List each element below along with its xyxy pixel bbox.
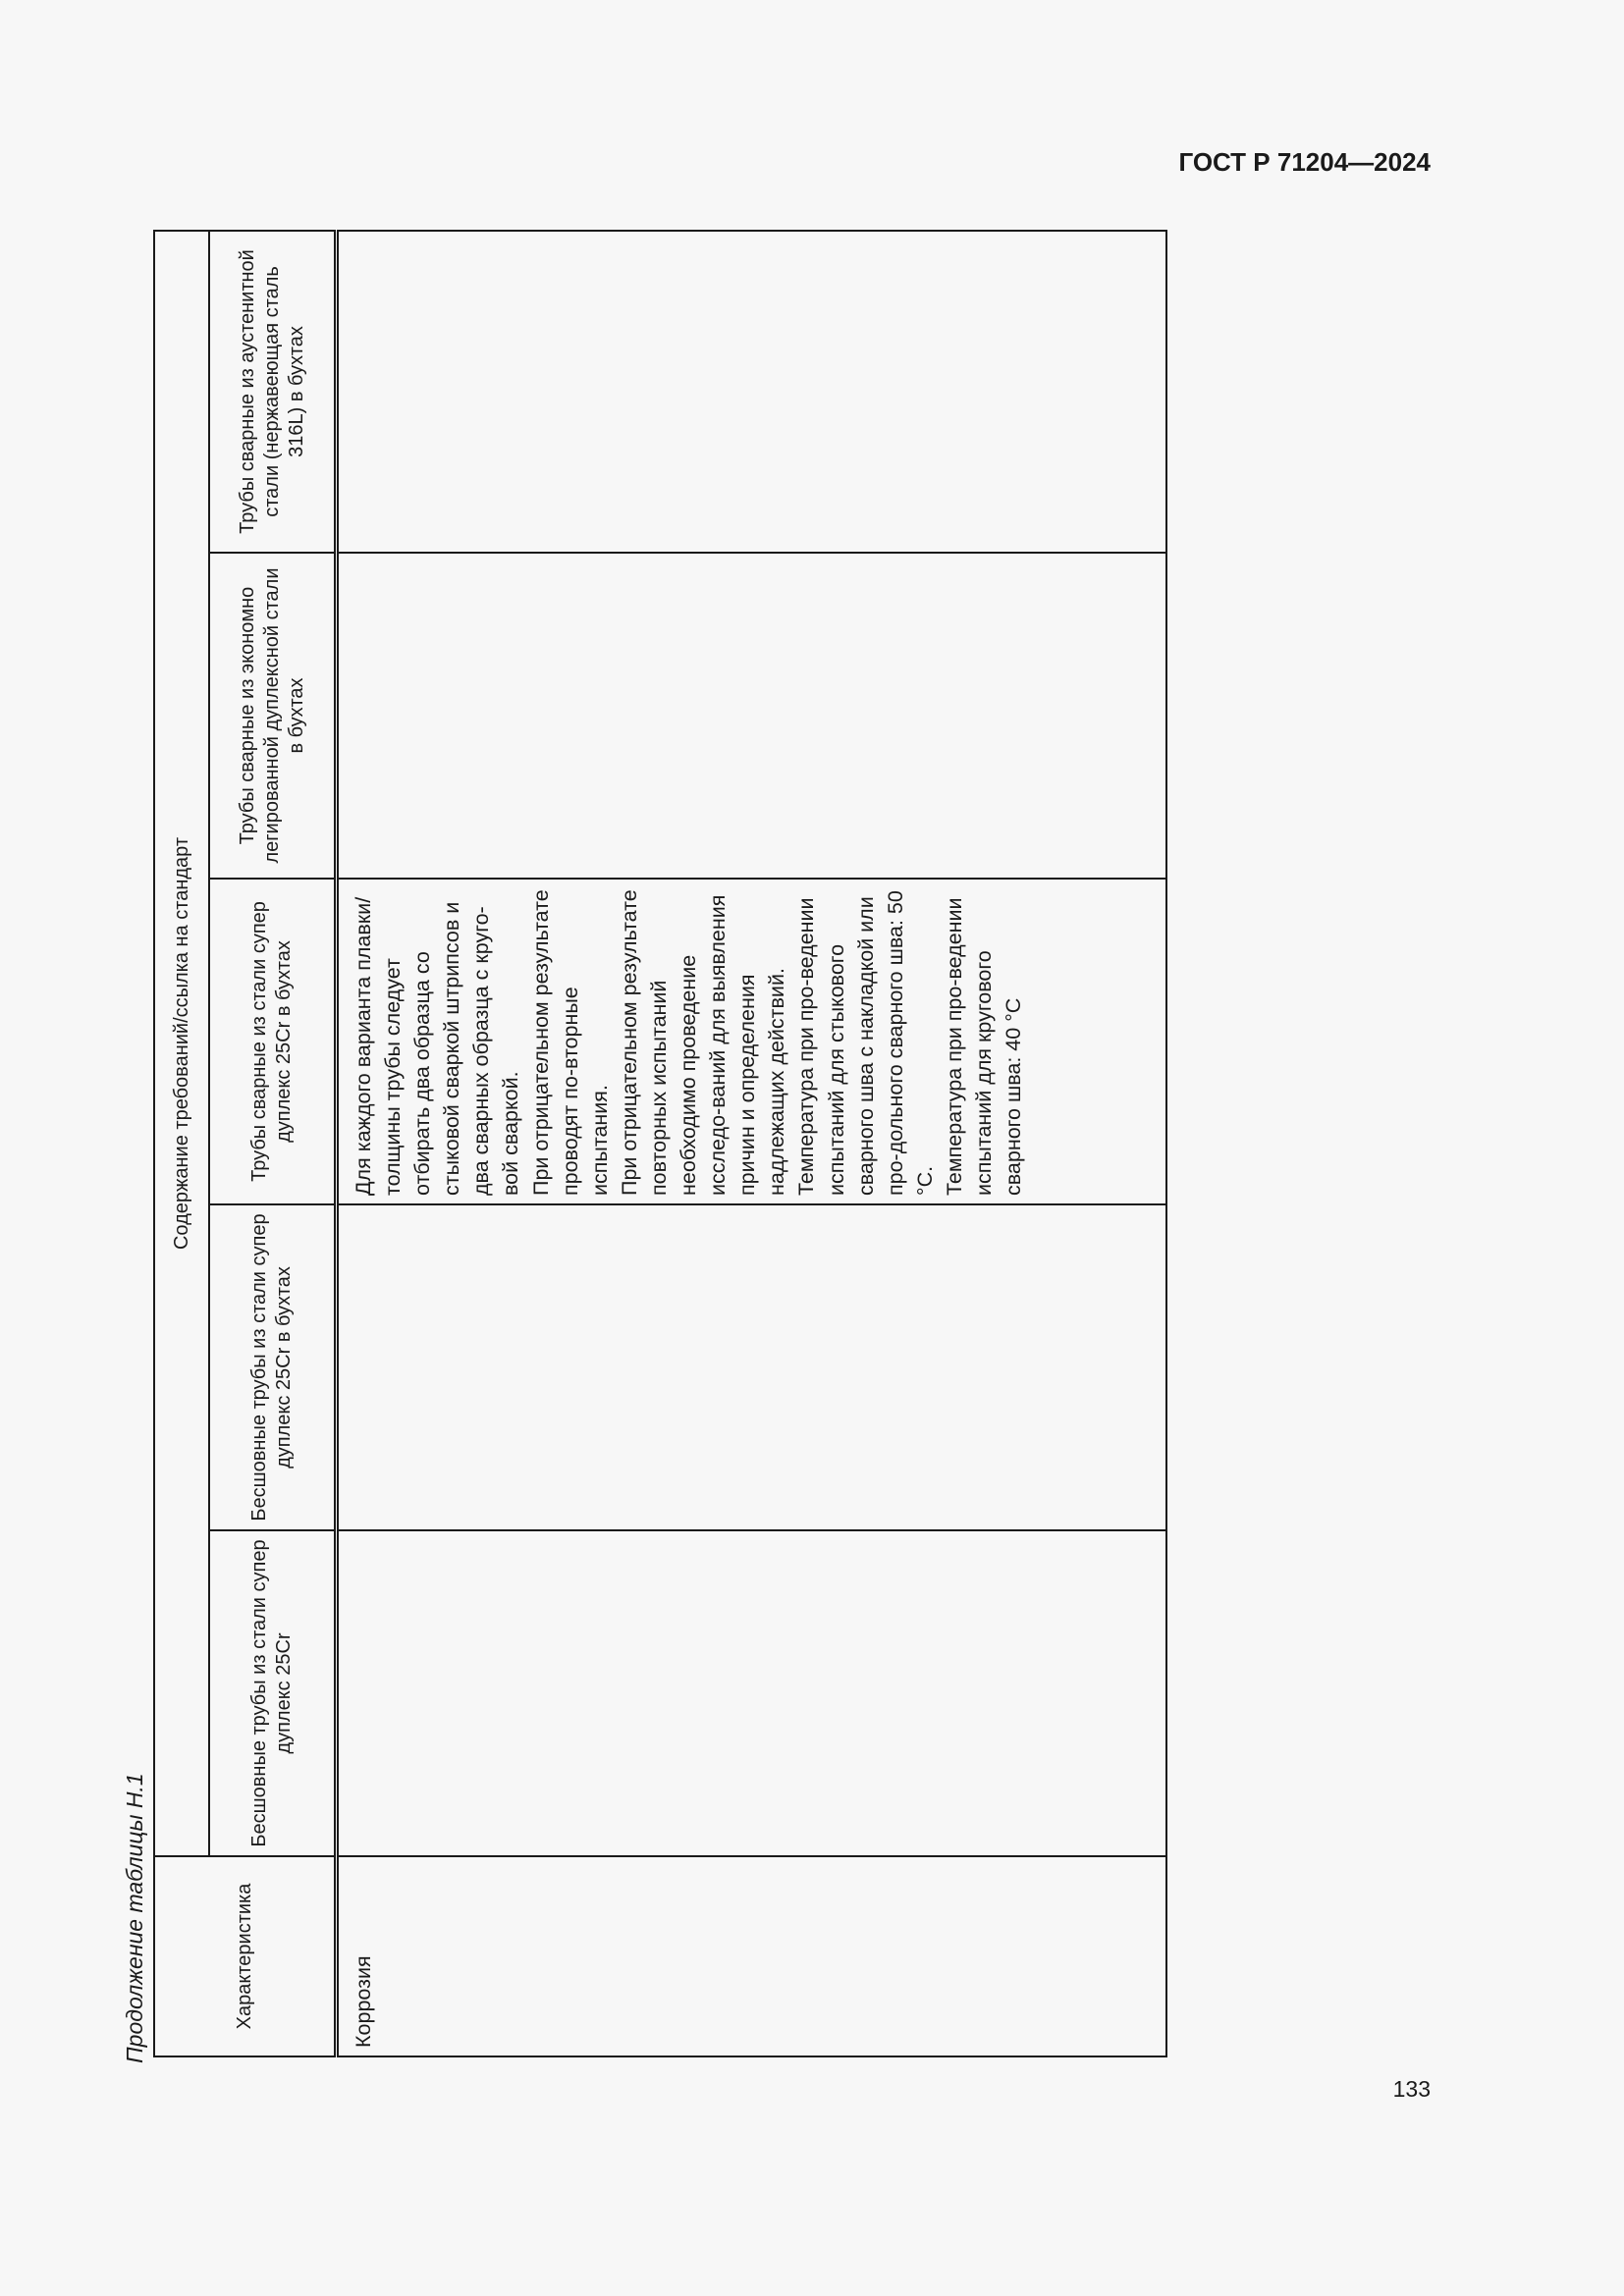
column-header: Бесшовные трубы из стали супер дуплекс 25Cr в бухтах: [209, 1204, 337, 1530]
table-header-row: [154, 231, 209, 2056]
table-cell: [337, 1530, 1167, 1856]
column-header: Трубы сварные из аустенитной стали (нержавеющая сталь 316L) в бухтах: [209, 231, 337, 553]
standard-code: ГОСТ Р 71204—2024: [1178, 147, 1431, 177]
table-row: [337, 231, 1167, 2056]
column-header-characteristic: Характеристика: [154, 1856, 337, 2056]
rotated-table-region: [108, 218, 1090, 2063]
table-caption: Продолжение таблицы Н.1: [122, 1773, 147, 2063]
cell-characteristic: Коррозия: [337, 1856, 1167, 2056]
page-number: 133: [1392, 2076, 1431, 2102]
table-cell: [337, 553, 1167, 879]
table-subheader-row: [209, 231, 337, 2056]
group-header: Содержание требований/ссылка на стандарт: [154, 231, 209, 1856]
table-cell: [337, 1204, 1167, 1530]
table-cell: Для каждого варианта плавки/толщины трубы следует отбирать два образца со стыковой сваркой штрипсов и два сварных образца с круго-вой сваркой. При отрицательном результате проводят по-вторные испытания. При отрицательном результате повторных испытаний необходимо проведение исследо-ваний для выявления причин и определения надлежащих действий. Температура при про-ведении испытаний для стыкового сварного шва с накладкой или про-дольного сварного шва: 50 °C. Температура при про-ведении испытаний для кругового сварного шва: 40 °C: [337, 879, 1167, 1204]
column-header: Бесшовные трубы из стали супер дуплекс 25Cr: [209, 1530, 337, 1856]
column-header: Трубы сварные из стали супер дуплекс 25Cr в бухтах: [209, 879, 337, 1204]
column-header: Трубы сварные из экономно легированной дуплексной стали в бухтах: [209, 553, 337, 879]
requirements-table: [153, 230, 1167, 2057]
table-cell: [337, 231, 1167, 553]
